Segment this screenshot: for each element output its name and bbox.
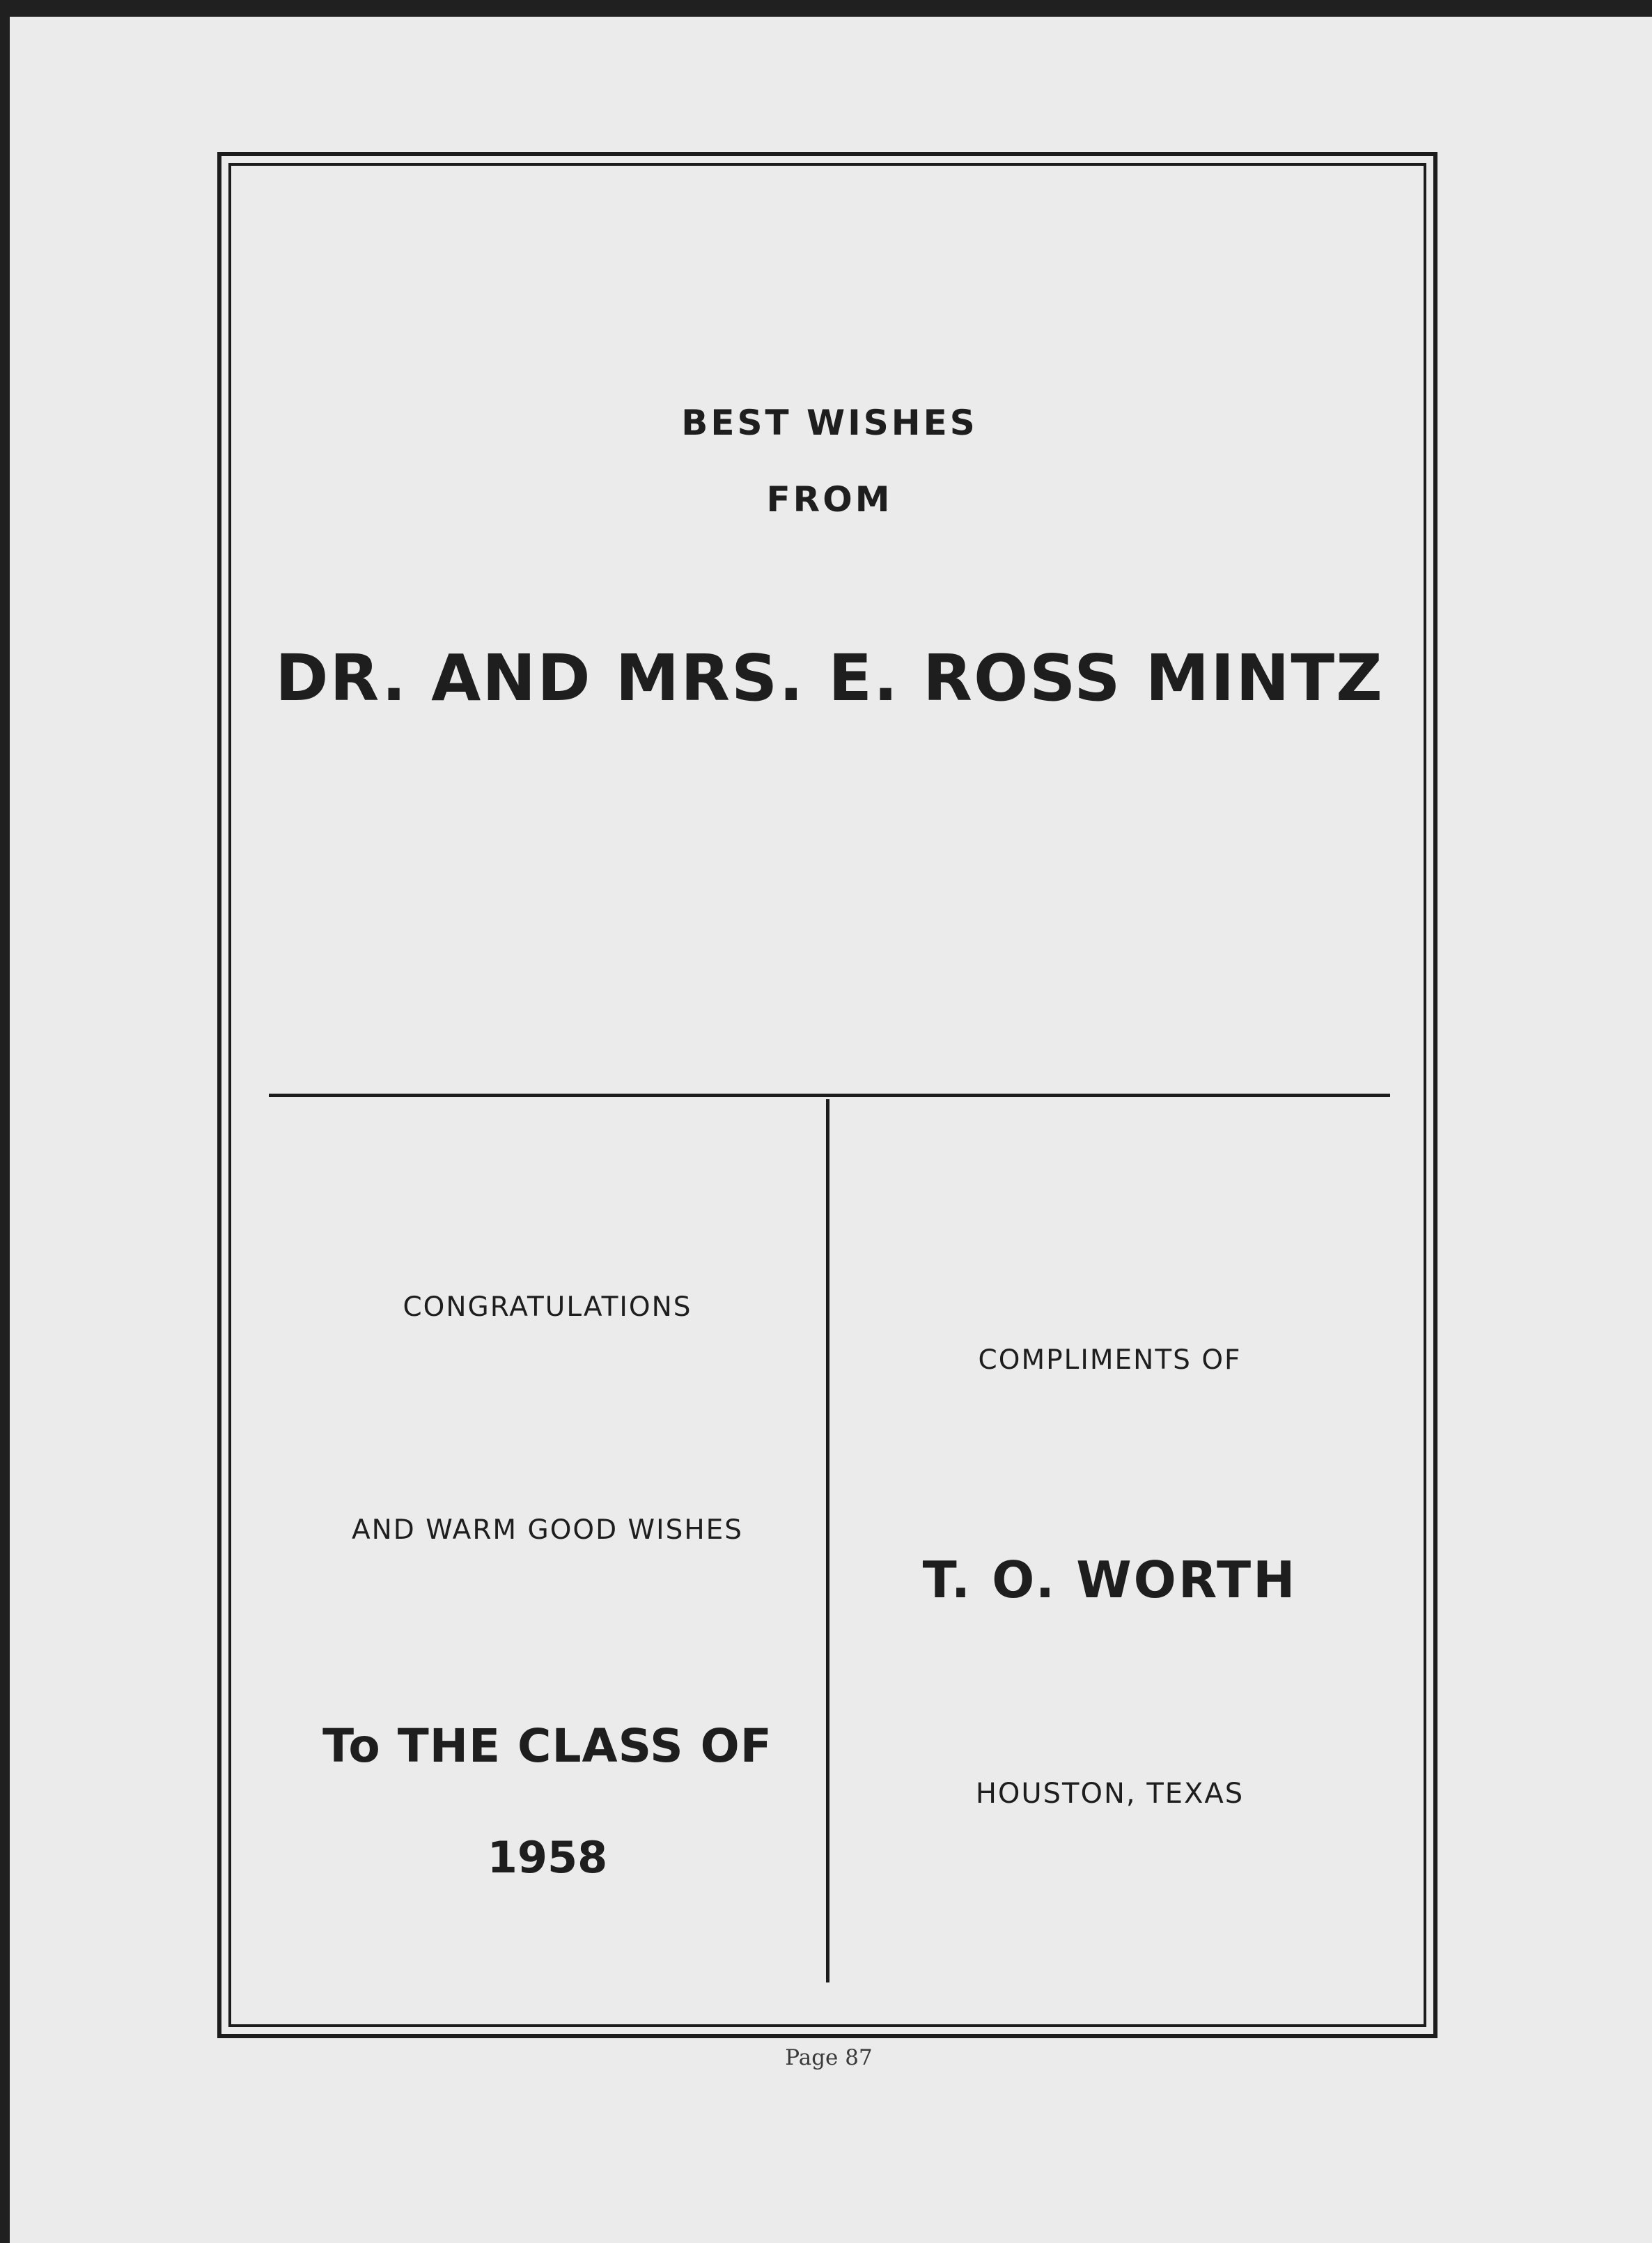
right-ad-location: HOUSTON, TEXAS — [975, 1778, 1245, 1810]
right-ad-name: T. O. WORTH — [922, 1551, 1298, 1609]
top-ad-names: DR. AND MRS. E. ROSS MINTZ — [275, 641, 1384, 715]
left-ad-warm-wishes: AND WARM GOOD WISHES — [351, 1514, 744, 1546]
left-ad-class-of: To THE CLASS OF — [322, 1719, 772, 1773]
top-ad-from: FROM — [766, 479, 893, 520]
vertical-divider — [826, 1099, 829, 1982]
top-ad-best-wishes: BEST WISHES — [681, 403, 978, 443]
left-ad-congratulations: CONGRATULATIONS — [403, 1291, 692, 1323]
horizontal-divider — [269, 1094, 1390, 1097]
left-ad-year: 1958 — [487, 1832, 608, 1883]
page-number: Page 87 — [785, 2045, 873, 2070]
right-ad-compliments: COMPLIMENTS OF — [978, 1344, 1242, 1376]
